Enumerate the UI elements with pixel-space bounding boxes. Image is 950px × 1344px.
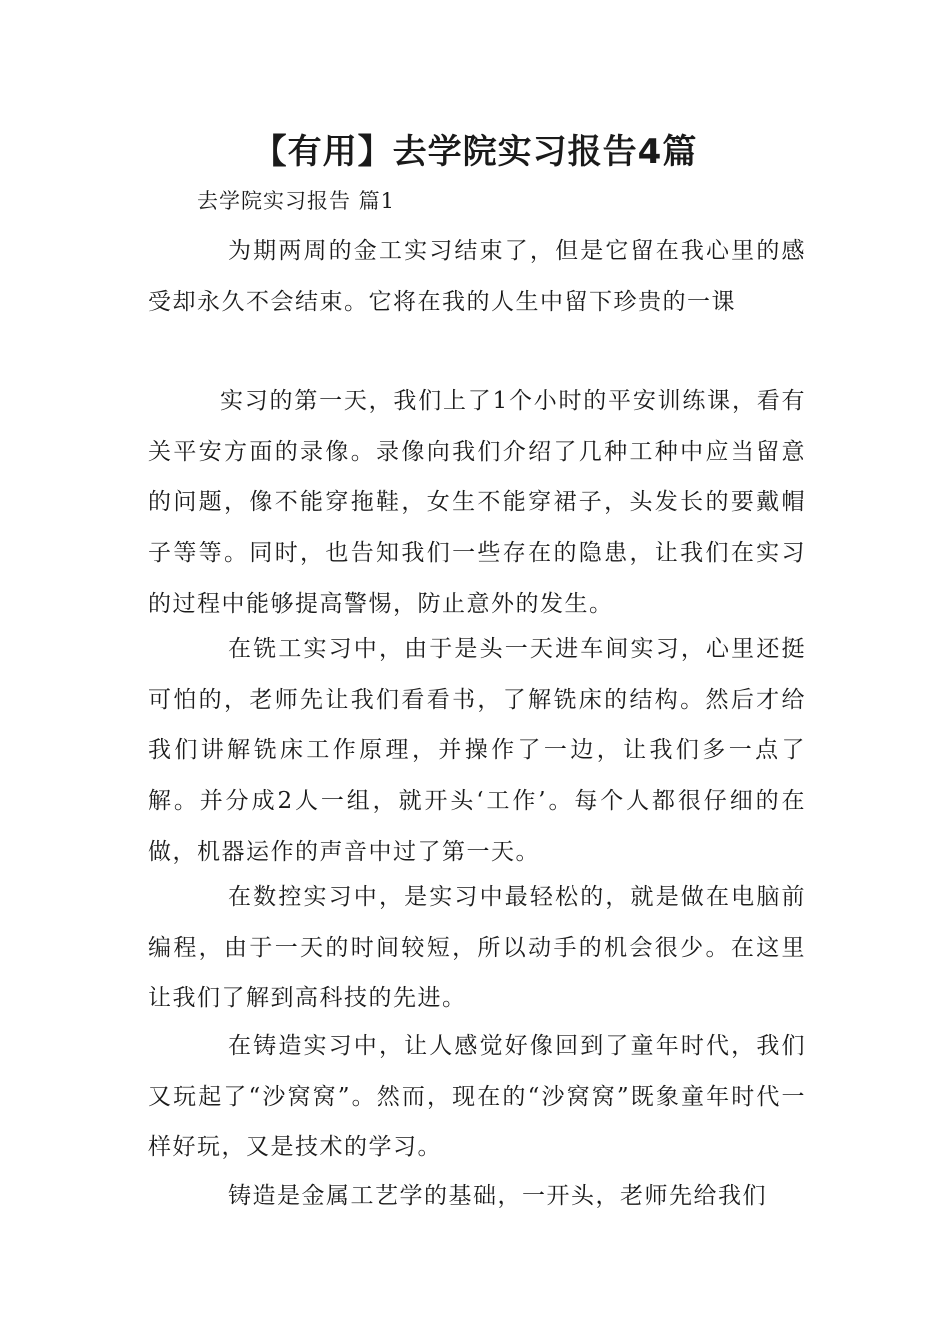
section-heading: 去学院实习报告 篇1 <box>197 189 396 213</box>
paragraph: 铸造是金属工艺学的基础，一开头，老师先给我们 <box>228 1183 767 1209</box>
paragraph: 在数控实习中，是实习中最轻松的，就是做在电脑前编程，由于一天的时间较短，所以动手的机会很少。在这里让我们了解到高科技的先进。 <box>148 884 806 1012</box>
paragraph: 为期两周的金工实习结束了，但是它留在我心里的感受却永久不会结束。它将在我的人生中留下珍贵的一课 <box>148 238 806 315</box>
paragraph: 在铣工实习中，由于是头一天进车间实习，心里还挺可怕的，老师先让我们看看书，了解铣床的结构。然后才给我们讲解铣床工作原理，并操作了一边，让我们多一点了解。并分成2人一组，就开头‘工作’。每个人都很仔细的在做，机器运作的声音中过了第一天。 <box>148 636 806 865</box>
paragraph: 在铸造实习中，让人感觉好像回到了童年时代，我们又玩起了“沙窝窝”。然而，现在的“沙窝窝”既象童年时代一样好玩，又是技术的学习。 <box>148 1033 806 1161</box>
document-title: 【有用】去学院实习报告4篇 <box>252 132 698 172</box>
paragraph: 实习的第一天，我们上了1个小时的平安训练课，看有关平安方面的录像。录像向我们介绍了几种工种中应当留意的问题，像不能穿拖鞋，女生不能穿裙子，头发长的要戴帽子等等。同时，也告知我们一些存在的隐患，让我们在实习的过程中能够提高警惕，防止意外的发生。 <box>148 388 806 617</box>
